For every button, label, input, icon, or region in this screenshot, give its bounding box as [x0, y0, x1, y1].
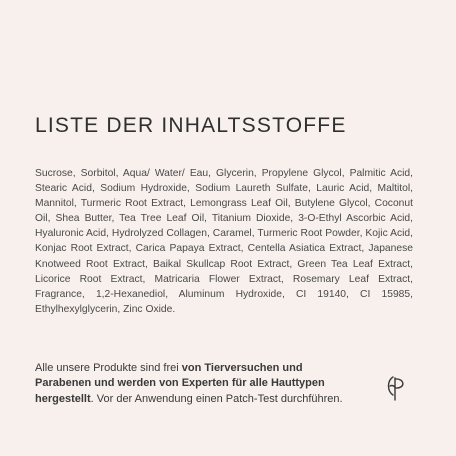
footer-text-part3: . Vor der Anwendung einen Patch-Test durchführen. — [90, 392, 343, 405]
brand-logo-icon — [382, 373, 412, 403]
footer-text-bold: von Tierversuchen und Parabenen und werden von Experten für alle Hauttypen hergestellt — [35, 362, 325, 405]
product-info-text — [35, 361, 360, 407]
footer-text-part1: Alle unsere Produkte sind frei — [35, 362, 182, 374]
page-title: LISTE DER INHALTSSTOFFE — [35, 114, 347, 138]
ingredients-list: Sucrose, Sorbitol, Aqua/ Water/ Eau, Glycerin, Propylene Glycol, Palmitic Acid, Stearic Acid, Sodium Hydroxide, Sodium Laureth Sulfate, Lauric Acid, Maltitol, Mannitol, Turmeric Root Extract, Lemongrass Leaf Oil, Butylene Glycol, Coconut Oil, Shea Butter, Tea Tree Leaf Oil, Titanium Dioxide, 3-O-Ethyl Ascorbic Acid, Hyaluronic Acid, Hydrolyzed Collagen, Caramel, Turmeric Root Powder, Kojic Acid, Konjac Root Extract, Carica Papaya Extract, Centella Asiatica Extract, Japanese Knotweed Root Extract, Baikal Skullcap Root Extract, Green Tea Leaf Extract, Licorice Root Extract, Matricaria Flower Extract, Rosemary Leaf Extract, Fragrance, 1,2-Hexanediol, Aluminum Hydroxide, CI 19140, CI 15985, Ethylhexylglycerin, Zinc Oxide. — [35, 168, 413, 315]
